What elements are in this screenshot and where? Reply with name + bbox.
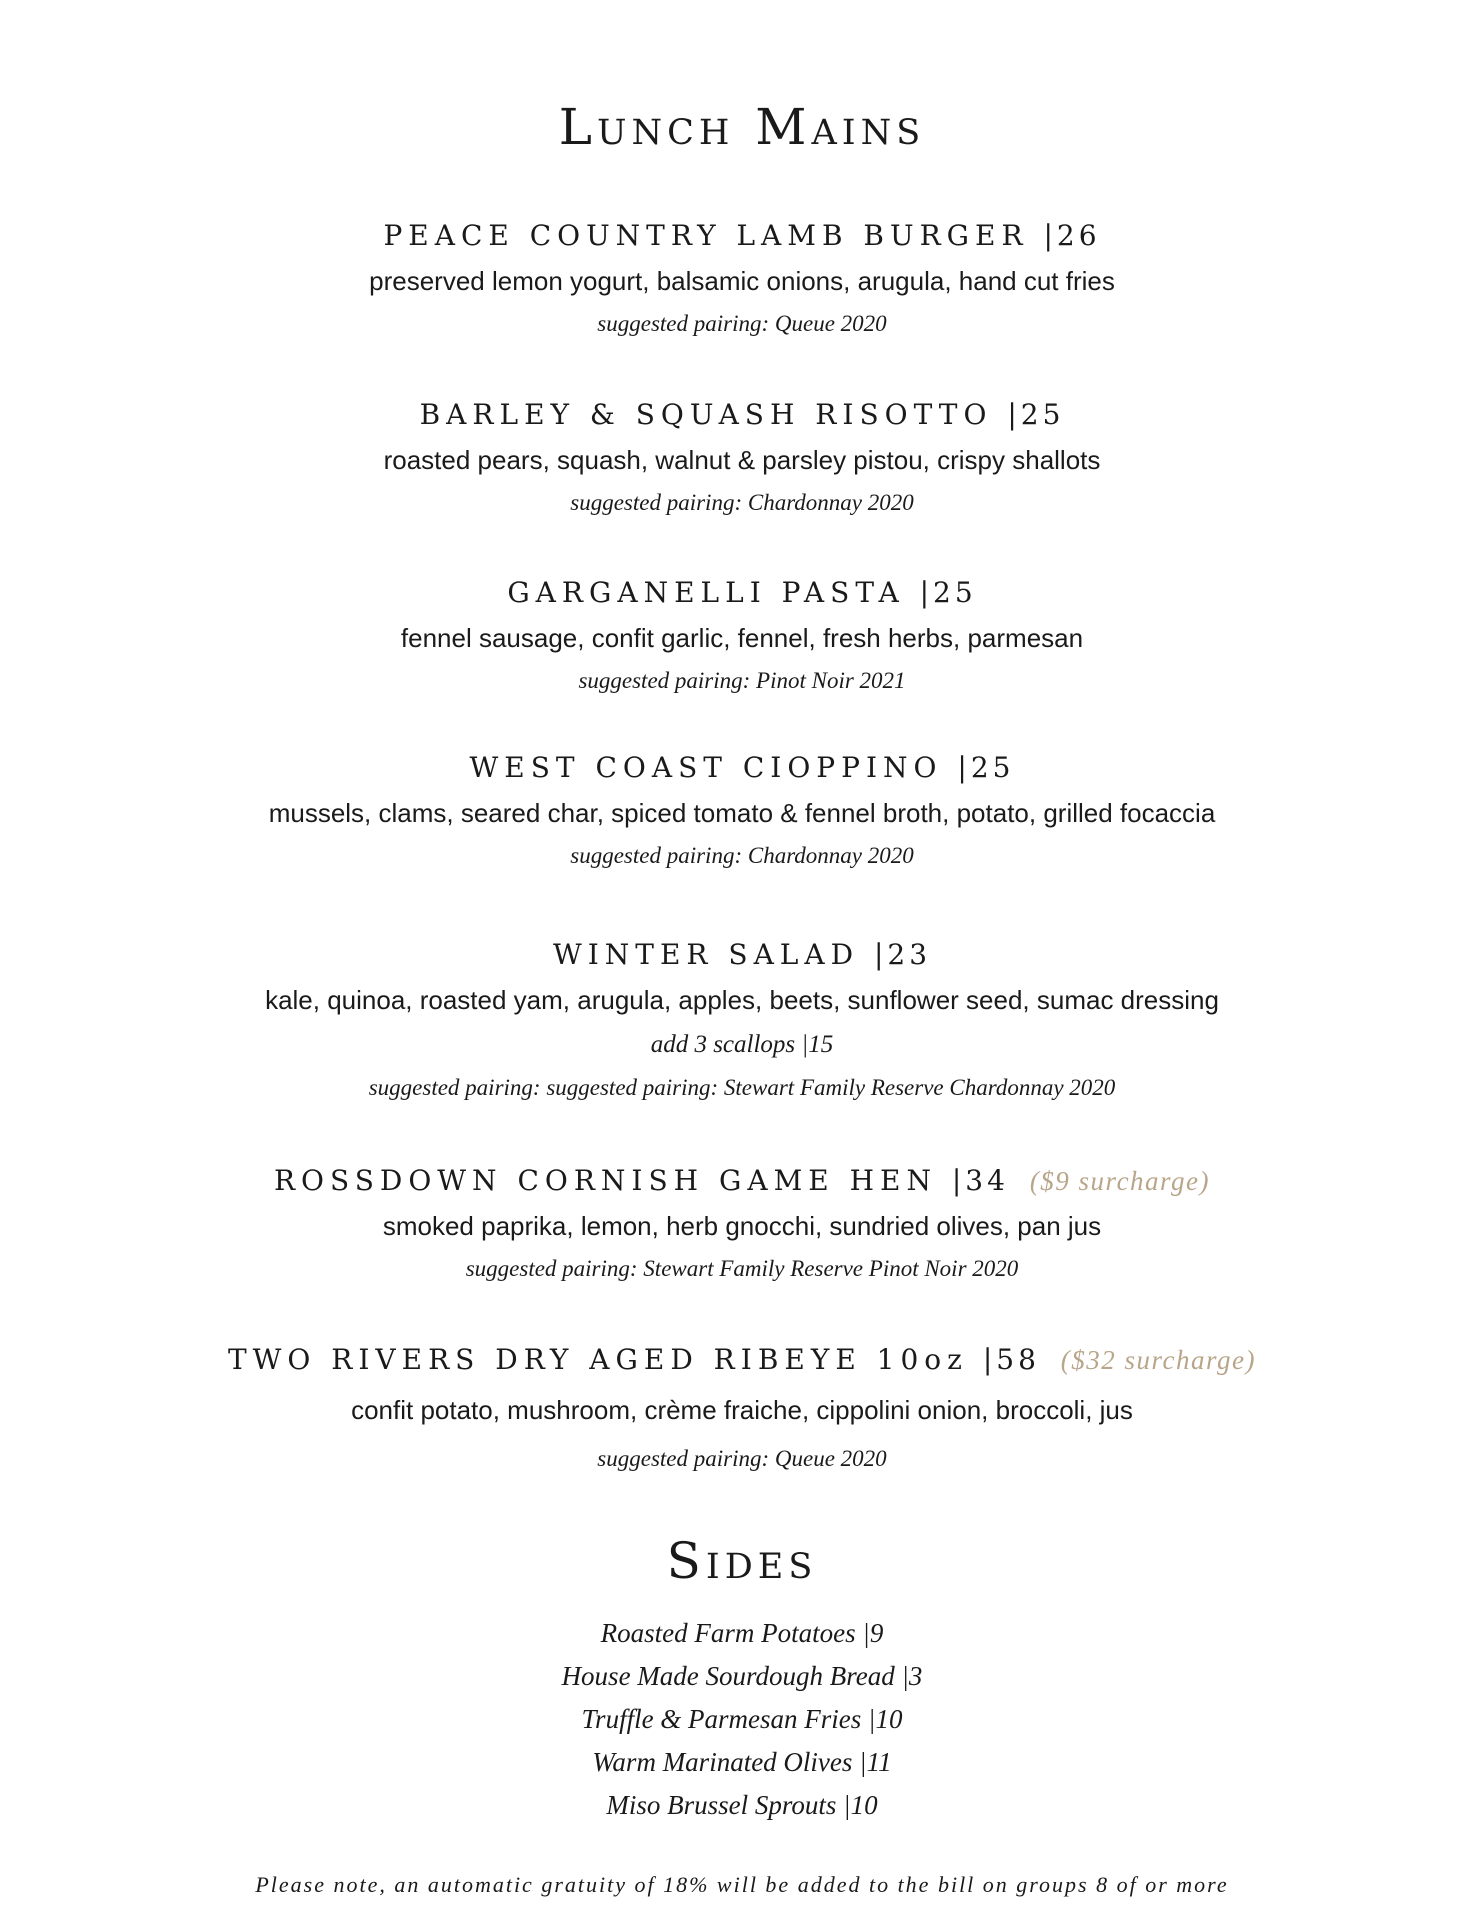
dish-price: |25 (919, 576, 977, 609)
dish-pairing: suggested pairing: Pinot Noir 2021 (578, 668, 906, 693)
dish-name: BARLEY & SQUASH RISOTTO (419, 398, 993, 431)
dish-description: roasted pears, squash, walnut & parsley pistou, crispy shallots (383, 445, 1101, 475)
menu-item-cioppino (0, 748, 1484, 873)
side-item: Warm Marinated Olives |11 (592, 1747, 892, 1777)
dish-description: confit potato, mushroom, crème fraiche, cippolini onion, broccoli, jus (351, 1395, 1133, 1425)
dish-price: |26 (1043, 219, 1101, 252)
dish-pairing: suggested pairing: Chardonnay 2020 (570, 490, 914, 515)
dish-name: TWO RIVERS DRY AGED RIBEYE (227, 1343, 862, 1376)
menu-item-winter-salad (0, 935, 1484, 1105)
side-item: Miso Brussel Sprouts |10 (606, 1790, 878, 1820)
dish-price: |25 (1007, 398, 1065, 431)
dish-surcharge: ($9 surcharge) (1029, 1166, 1211, 1196)
dish-name-line (0, 395, 1484, 435)
side-item: Roasted Farm Potatoes |9 (600, 1618, 884, 1648)
sides-list (0, 1612, 1484, 1827)
dish-pairing: suggested pairing: suggested pairing: Stewart Family Reserve Chardonnay 2020 (368, 1075, 1116, 1100)
menu-item-lamb-burger (0, 216, 1484, 341)
dish-name-line (0, 573, 1484, 613)
dish-name: ROSSDOWN CORNISH GAME HEN (273, 1164, 937, 1197)
side-item: House Made Sourdough Bread |3 (561, 1661, 923, 1691)
dish-price: |25 (957, 751, 1015, 784)
dish-surcharge: ($32 surcharge) (1060, 1345, 1257, 1375)
dish-description: mussels, clams, seared char, spiced tomato & fennel broth, potato, grilled focaccia (268, 798, 1216, 828)
sides-title: Sides (666, 1532, 818, 1590)
dish-price: |34 (951, 1164, 1009, 1197)
dish-name: WINTER SALAD (552, 938, 860, 971)
gratuity-note: Please note, an automatic gratuity of 18% will be added to the bill on groups 8 of or more (255, 1872, 1229, 1897)
dish-description: smoked paprika, lemon, herb gnocchi, sundried olives, pan jus (382, 1211, 1102, 1241)
lunch-mains-title: Lunch Mains (558, 98, 926, 156)
dish-pairing: suggested pairing: Queue 2020 (597, 311, 887, 336)
side-item: Truffle & Parmesan Fries |10 (581, 1704, 903, 1734)
dish-description: preserved lemon yogurt, balsamic onions, arugula, hand cut fries (369, 266, 1115, 296)
dish-name-line (0, 1340, 1484, 1380)
dish-name-line (0, 216, 1484, 256)
dish-name: WEST COAST CIOPPINO (469, 751, 943, 784)
dish-price: |23 (873, 938, 932, 971)
menu-item-game-hen (0, 1161, 1484, 1286)
dish-name: PEACE COUNTRY LAMB BURGER (383, 219, 1029, 252)
dish-size: 10oz (876, 1343, 968, 1376)
dish-price: |58 (982, 1343, 1040, 1376)
dish-name-line (0, 935, 1484, 975)
dish-addon: add 3 scallops |15 (650, 1031, 834, 1058)
menu-item-risotto (0, 395, 1484, 520)
dish-name-line (0, 748, 1484, 788)
menu-item-garganelli (0, 573, 1484, 698)
dish-name: GARGANELLI PASTA (507, 576, 905, 609)
dish-pairing: suggested pairing: Stewart Family Reserve Pinot Noir 2020 (465, 1256, 1019, 1281)
dish-pairing: suggested pairing: Queue 2020 (597, 1446, 887, 1471)
dish-description: fennel sausage, confit garlic, fennel, fresh herbs, parmesan (400, 623, 1084, 653)
dish-pairing: suggested pairing: Chardonnay 2020 (570, 843, 914, 868)
dish-name-line (0, 1161, 1484, 1201)
dish-description: kale, quinoa, roasted yam, arugula, apples, beets, sunflower seed, sumac dressing (265, 985, 1219, 1015)
menu-item-ribeye (0, 1340, 1484, 1476)
